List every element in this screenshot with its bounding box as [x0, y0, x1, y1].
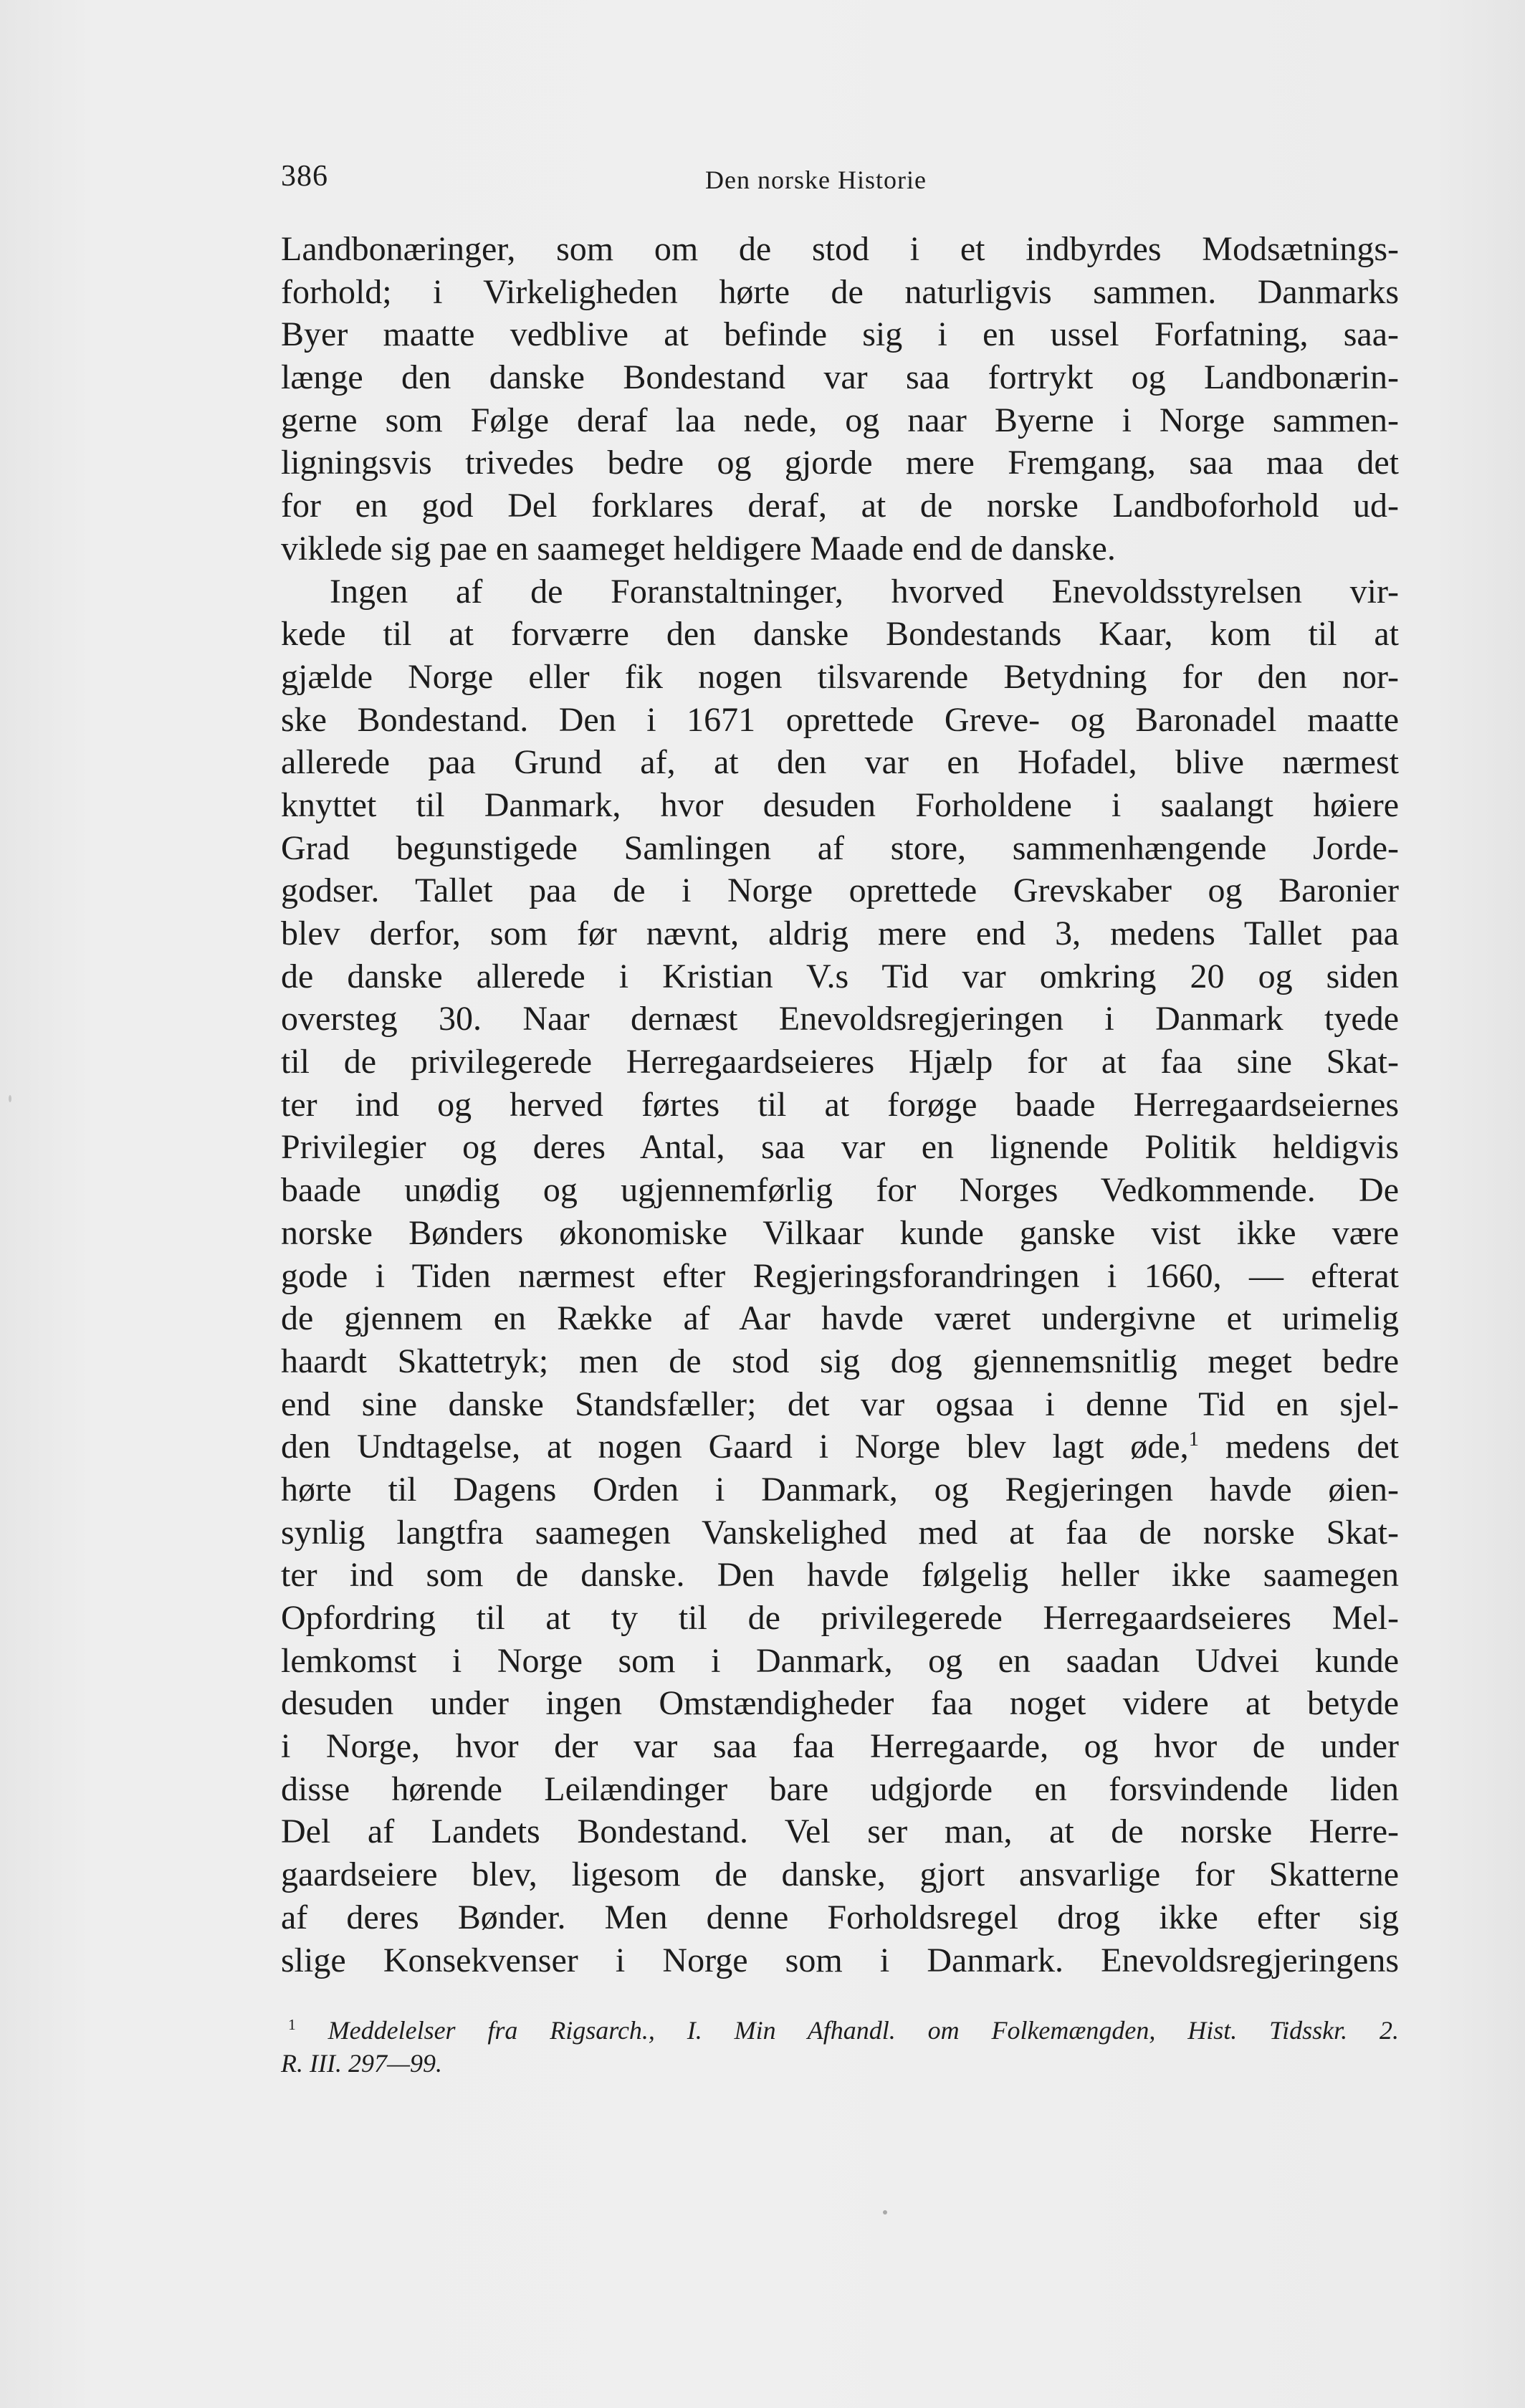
- text-line: Privilegier og deres Antal, saa var en lignende Politik heldigvis: [281, 1128, 1399, 1167]
- footnote-text: Meddelelser fra Rigsarch., I. Min Afhandl. om Folkemængden, Hist. Tidsskr. 2.: [295, 2016, 1399, 2045]
- text-line: norske Bønders økonomiske Vilkaar kunde ganske vist ikke være: [281, 1213, 1399, 1252]
- text-line: oversteg 30. Naar dernæst Enevoldsregjeringen i Danmark tyede: [281, 1000, 1399, 1038]
- text-line: af deres Bønder. Men denne Forholdsregel drog ikke efter sig: [281, 1898, 1399, 1936]
- footnotes: [281, 2014, 1399, 2080]
- text-line: forhold; i Virkeligheden hørte de naturligvis sammen. Danmarks: [281, 272, 1399, 311]
- text-line: slige Konsekvenser i Norge som i Danmark. Enevoldsregjeringens: [281, 1941, 1399, 1979]
- text-line: allerede paa Grund af, at den var en Hofadel, blive nærmest: [281, 743, 1399, 782]
- footnote-reference: 1: [1188, 1428, 1199, 1451]
- text-line: synlig langtfra saamegen Vanskelighed med at faa de norske Skat-: [281, 1513, 1399, 1552]
- text-line: blev derfor, som før nævnt, aldrig mere end 3, medens Tallet paa: [281, 914, 1399, 952]
- text-line: godser. Tallet paa de i Norge oprettede Grevskaber og Baronier: [281, 871, 1399, 910]
- text-line-end: medens det: [1199, 1428, 1400, 1466]
- footnote-line: R. III. 297—99.: [281, 2049, 442, 2078]
- paper-speck: [9, 1095, 11, 1102]
- text-line: lemkomst i Norge som i Danmark, og en saadan Udvei kunde: [281, 1641, 1399, 1680]
- text-line: til de privilegerede Herregaardseieres Hjælp for at faa sine Skat-: [281, 1043, 1399, 1081]
- body-text: [281, 228, 1399, 1982]
- text-line: ter ind som de danske. Den havde følgelig heller ikke saamegen: [281, 1556, 1399, 1595]
- text-line: end sine danske Standsfæller; det var ogsaa i denne Tid en sjel-: [281, 1385, 1399, 1423]
- text-line: de gjennem en Række af Aar havde været undergivne et urimelig: [281, 1299, 1399, 1338]
- text-line: for en god Del forklares deraf, at de norske Landboforhold ud-: [281, 487, 1399, 525]
- text-line: i Norge, hvor der var saa faa Herregaarde, og hvor de under: [281, 1727, 1399, 1766]
- text-line: viklede sig pae en saameget heldigere Maade end de danske.: [281, 529, 1116, 568]
- text-line: gaardseiere blev, ligesom de danske, gjort ansvarlige for Skatterne: [281, 1855, 1399, 1894]
- text-line: de danske allerede i Kristian V.s Tid var omkring 20 og siden: [281, 957, 1399, 995]
- running-title: Den norske Historie: [705, 166, 927, 194]
- text-line: ske Bondestand. Den i 1671 oprettede Greve- og Baronadel maatte: [281, 700, 1399, 739]
- text-line-start: den Undtagelse, at nogen Gaard i Norge blev lagt øde,: [281, 1428, 1189, 1466]
- text-line: Landbonæringer, som om de stod i et indbyrdes Modsætnings-: [281, 230, 1399, 268]
- text-line: haardt Skattetryk; men de stod sig dog gjennemsnitlig meget bedre: [281, 1342, 1399, 1380]
- text-line: disse hørende Leilændinger bare udgjorde en forsvindende liden: [281, 1769, 1399, 1808]
- text-line: gjælde Norge eller fik nogen tilsvarende Betydning for den nor-: [281, 657, 1399, 696]
- text-line: knyttet til Danmark, hvor desuden Forholdene i saalangt høiere: [281, 785, 1399, 824]
- text-line: gerne som Følge deraf laa nede, og naar Byerne i Norge sammen-: [281, 401, 1399, 439]
- text-line: Ingen af de Foranstaltninger, hvorved Enevoldsstyrelsen vir-: [330, 572, 1399, 611]
- text-line: Del af Landets Bondestand. Vel ser man, at de norske Herre-: [281, 1812, 1399, 1851]
- text-line: desuden under ingen Omstændigheder faa noget videre at betyde: [281, 1684, 1399, 1723]
- page-number: 386: [281, 160, 328, 193]
- text-line: kede til at forværre den danske Bondestands Kaar, kom til at: [281, 615, 1399, 654]
- page-header: [281, 159, 1399, 202]
- text-line: baade unødig og ugjennemførlig for Norges Vedkommende. De: [281, 1171, 1399, 1210]
- paper-speck: [883, 2210, 887, 2214]
- text-line: ter ind og herved førtes til at forøge baade Herregaardseiernes: [281, 1085, 1399, 1124]
- footnote-line: [281, 2014, 1399, 2047]
- text-line-with-footnote: [281, 1425, 1399, 1468]
- text-line: Opfordring til at ty til de privilegerede Herregaardseieres Mel-: [281, 1599, 1399, 1637]
- text-line: gode i Tiden nærmest efter Regjeringsforandringen i 1660, — efterat: [281, 1256, 1399, 1295]
- text-line: Grad begunstigede Samlingen af store, sammenhængende Jorde-: [281, 828, 1399, 867]
- text-line: længe den danske Bondestand var saa fortrykt og Landbonærin-: [281, 358, 1399, 397]
- text-line: hørte til Dagens Orden i Danmark, og Regjeringen havde øien-: [281, 1470, 1399, 1509]
- text-line: Byer maatte vedblive at befinde sig i en ussel Forfatning, saa-: [281, 315, 1399, 354]
- footnote-mark: 1: [288, 2016, 296, 2033]
- text-line: ligningsvis trivedes bedre og gjorde mere Fremgang, saa maa det: [281, 444, 1399, 482]
